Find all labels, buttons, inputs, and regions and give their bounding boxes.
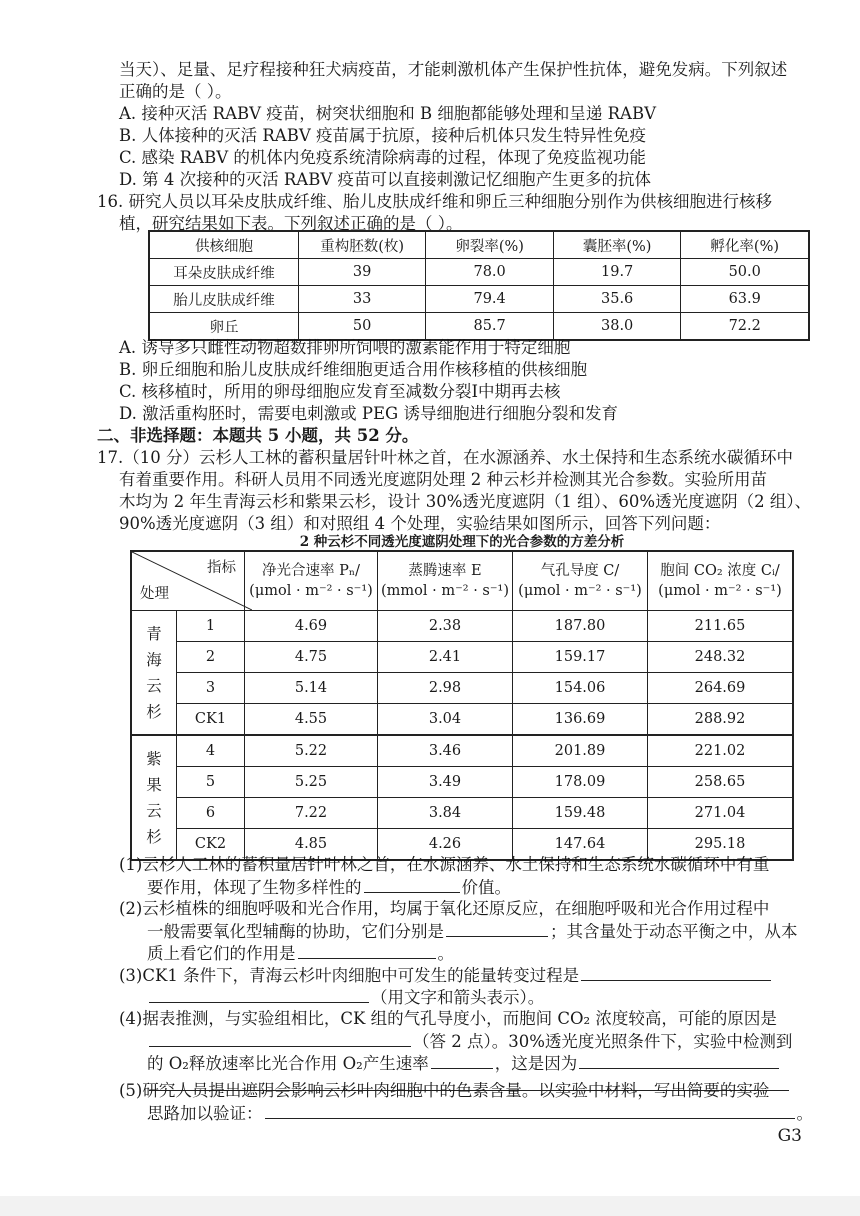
table-cell: 50.0 xyxy=(681,259,809,286)
section-heading: 二、非选择题：本题共 5 小题，共 52 分。 xyxy=(97,426,419,445)
text-fragment: ，这是因为 xyxy=(494,1054,578,1073)
table-cell: 3 xyxy=(177,673,245,704)
column-header-line2: (μmol · m⁻² · s⁻¹) xyxy=(658,583,782,599)
table-cell: 4.55 xyxy=(245,704,378,736)
q17-intro-line1: 17.（10 分）云杉人工林的蓄积量居针叶林之首，在水源涵养、水土保持和生态系统水碳循环中 xyxy=(97,448,793,467)
table-header: 重构胚数(枚) xyxy=(298,231,425,259)
q17-sub4-line1: (4)据表推测，与实验组相比，CK 组的气孔导度小，而胞间 CO₂ 浓度较高，可能的原因是 xyxy=(119,1009,777,1028)
table-cell: 3.84 xyxy=(378,798,513,829)
q17-intro-line3: 木均为 2 年生青海云杉和紫果云杉，设计 30%透光度遮阴（1 组）、60%透光度遮阴（2 组）、 xyxy=(119,492,812,511)
photosynthesis-table xyxy=(130,550,794,861)
q15-option-c: C. 感染 RABV 的机体内免疫系统清除病毒的过程，体现了免疫监视功能 xyxy=(119,148,646,167)
table-cell: 35.6 xyxy=(553,286,681,313)
text-fragment: 一般需要氧化型辅酶的协助，它们分别是 xyxy=(147,922,444,941)
group-label-char: 青 xyxy=(146,624,162,643)
answer-blank[interactable] xyxy=(298,942,436,959)
table-cell: 295.18 xyxy=(648,829,794,861)
answer-blank[interactable] xyxy=(431,1052,493,1069)
q17-sub2-line1: (2)云杉植株的细胞呼吸和光合作用，均属于氧化还原反应，在细胞呼吸和光合作用过程中 xyxy=(119,899,770,918)
column-header-line2: (mmol · m⁻² · s⁻¹) xyxy=(381,583,509,599)
nuclear-transfer-table xyxy=(148,230,810,341)
column-header xyxy=(378,551,513,611)
q17-sub4-line3 xyxy=(147,1052,781,1075)
column-header xyxy=(648,551,794,611)
table-cell: 1 xyxy=(177,611,245,642)
table-cell: 154.06 xyxy=(513,673,648,704)
table-cell: 3.04 xyxy=(378,704,513,736)
table-cell: 85.7 xyxy=(426,313,554,341)
q17-sub5-line1: (5)研究人员提出遮阴会影响云杉叶肉细胞中的色素含量。以实验中材料，写出简要的实验 xyxy=(119,1081,770,1100)
table-cell: 39 xyxy=(298,259,425,286)
q17-sub3-line1 xyxy=(119,964,773,987)
table-row xyxy=(149,286,809,313)
q15-option-b: B. 人体接种的灭活 RABV 疫苗属于抗原，接种后机体只发生特异性免疫 xyxy=(119,126,646,145)
text-fragment: 质上看它们的作用是 xyxy=(147,944,296,963)
table-title: 2 种云杉不同透光度遮阴处理下的光合参数的方差分析 xyxy=(299,534,625,550)
answer-blank[interactable] xyxy=(149,1030,411,1047)
group-label-char: 杉 xyxy=(146,827,162,846)
column-header-line1: 胞间 CO₂ 浓度 Cᵢ/ xyxy=(660,563,780,579)
table-cell: 264.69 xyxy=(648,673,794,704)
group-label xyxy=(131,735,177,860)
column-header-line2: (μmol · m⁻² · s⁻¹) xyxy=(249,583,373,599)
table-cell: 248.32 xyxy=(648,642,794,673)
q17-sub5-line2 xyxy=(147,1102,813,1125)
table-cell: 4.85 xyxy=(245,829,378,861)
corner-label-treatment: 处理 xyxy=(140,586,169,602)
table-cell: 159.17 xyxy=(513,642,648,673)
corner-cell xyxy=(131,551,245,611)
table-cell: 50 xyxy=(298,313,425,341)
table-cell: 159.48 xyxy=(513,798,648,829)
table-cell: 4.26 xyxy=(378,829,513,861)
table-cell: 4.75 xyxy=(245,642,378,673)
table-cell: 5 xyxy=(177,767,245,798)
table-cell: 5.22 xyxy=(245,735,378,767)
table-cell: 63.9 xyxy=(681,286,809,313)
text-fragment: （答 2 点）。30%透光度光照条件下，实验中检测到 xyxy=(413,1032,793,1051)
group-label-char: 杉 xyxy=(146,702,162,721)
table-row xyxy=(149,313,809,341)
table-row xyxy=(131,735,793,767)
table-row xyxy=(131,611,793,642)
group-label-char: 海 xyxy=(146,650,162,669)
table-cell: 178.09 xyxy=(513,767,648,798)
table-cell: 5.14 xyxy=(245,673,378,704)
table-cell: 7.22 xyxy=(245,798,378,829)
table-header: 孵化率(%) xyxy=(681,231,809,259)
corner-label-indicator: 指标 xyxy=(207,560,236,576)
answer-blank[interactable] xyxy=(581,964,771,981)
q17-sub4-line2 xyxy=(147,1030,792,1053)
page-code: G3 xyxy=(777,1126,802,1146)
group-label-char: 紫 xyxy=(146,749,162,768)
table-header: 卵裂率(%) xyxy=(426,231,554,259)
table-cell: 72.2 xyxy=(681,313,809,341)
table-row xyxy=(131,798,793,829)
column-header xyxy=(513,551,648,611)
table-cell: 201.89 xyxy=(513,735,648,767)
q17-sub3-line2 xyxy=(147,986,544,1009)
q15-line1: 当天）、足量、足疗程接种狂犬病疫苗，才能刺激机体产生保护性抗体，避免发病。下列叙述 xyxy=(119,60,788,79)
group-label xyxy=(131,611,177,736)
text-fragment: 。 xyxy=(437,944,454,963)
table-cell: 211.65 xyxy=(648,611,794,642)
q16-option-d: D. 激活重构胚时，需要电刺激或 PEG 诱导细胞进行细胞分裂和发育 xyxy=(119,404,618,423)
table-header-row xyxy=(149,231,809,259)
table-cell: 258.65 xyxy=(648,767,794,798)
q15-line2: 正确的是（ ）。 xyxy=(119,82,232,101)
table-cell: CK1 xyxy=(177,704,245,736)
table-cell: 5.25 xyxy=(245,767,378,798)
table-cell: 2.41 xyxy=(378,642,513,673)
table-cell: 33 xyxy=(298,286,425,313)
table-cell: 136.69 xyxy=(513,704,648,736)
group-label-char: 云 xyxy=(146,801,162,820)
q16-option-b: B. 卵丘细胞和胎儿皮肤成纤维细胞更适合用作核移植的供核细胞 xyxy=(119,360,588,379)
table-cell: 3.46 xyxy=(378,735,513,767)
q15-option-d: D. 第 4 次接种的灭活 RABV 疫苗可以直接刺激记忆细胞产生更多的抗体 xyxy=(119,170,651,189)
text-fragment: 要作用，体现了生物多样性的 xyxy=(147,878,362,897)
table-row xyxy=(131,704,793,736)
q16-option-c: C. 核移植时，所用的卵母细胞应发育至减数分裂Ⅰ中期再去核 xyxy=(119,382,561,401)
q17-sub1-line1: (1)云杉人工林的蓄积量居针叶林之首，在水源涵养、水土保持和生态系统水碳循环中有重 xyxy=(119,855,770,874)
q17-sub1-line2 xyxy=(147,876,511,899)
group-label-char: 云 xyxy=(146,676,162,695)
column-header-line2: (μmol · m⁻² · s⁻¹) xyxy=(518,583,642,599)
table-header-row xyxy=(131,551,793,611)
table-cell: 2 xyxy=(177,642,245,673)
table-cell: 胎儿皮肤成纤维 xyxy=(149,286,298,313)
table-cell: 3.49 xyxy=(378,767,513,798)
table-cell: 2.98 xyxy=(378,673,513,704)
table-cell: 288.92 xyxy=(648,704,794,736)
answer-blank[interactable] xyxy=(265,1102,795,1119)
table-header: 囊胚率(%) xyxy=(553,231,681,259)
table-cell: 147.64 xyxy=(513,829,648,861)
q17-intro-line2: 有着重要作用。科研人员用不同透光度遮阴处理 2 种云杉并检测其光合参数。实验所用苗 xyxy=(119,470,767,489)
text-fragment: （用文字和箭头表示）。 xyxy=(371,988,545,1007)
answer-blank[interactable] xyxy=(446,920,548,937)
text-fragment: ；其含量处于动态平衡之中，从本 xyxy=(550,922,798,941)
table-cell: 4.69 xyxy=(245,611,378,642)
answer-blank[interactable] xyxy=(149,986,369,1003)
text-fragment: 的 O₂释放速率比光合作用 O₂产生速率 xyxy=(147,1054,429,1073)
answer-blank[interactable] xyxy=(579,1052,779,1069)
table-cell: 卵丘 xyxy=(149,313,298,341)
column-header-line1: 净光合速率 Pₙ/ xyxy=(261,563,361,579)
table-row xyxy=(131,642,793,673)
table-cell: 187.80 xyxy=(513,611,648,642)
table-row xyxy=(149,259,809,286)
table-header: 供核细胞 xyxy=(149,231,298,259)
table-cell: 2.38 xyxy=(378,611,513,642)
table-cell: 79.4 xyxy=(426,286,554,313)
table-cell: 6 xyxy=(177,798,245,829)
group-label-char: 果 xyxy=(146,775,162,794)
table-row xyxy=(131,673,793,704)
bottom-margin-band xyxy=(0,1196,860,1216)
table-cell: 4 xyxy=(177,735,245,767)
q16-line2: 植，研究结果如下表。下列叙述正确的是（ ）。 xyxy=(119,214,463,233)
table-cell: 78.0 xyxy=(426,259,554,286)
table-row xyxy=(131,767,793,798)
table-cell: 19.7 xyxy=(553,259,681,286)
answer-blank[interactable] xyxy=(364,876,460,893)
q16-option-a: A. 诱导多只雌性动物超数排卵所饲喂的激素能作用于特定细胞 xyxy=(119,338,571,357)
column-header-line1: 气孔导度 C/ xyxy=(540,563,620,579)
column-header-line1: 蒸腾速率 E xyxy=(408,563,482,579)
q17-sub2-line3 xyxy=(147,942,454,965)
text-fragment: 。 xyxy=(796,1104,813,1123)
table-cell: 221.02 xyxy=(648,735,794,767)
table-cell: CK2 xyxy=(177,829,245,861)
table-cell: 38.0 xyxy=(553,313,681,341)
text-fragment: (3)CK1 条件下，青海云杉叶肉细胞中可发生的能量转变过程是 xyxy=(119,966,580,985)
q16-line1: 16. 研究人员以耳朵皮肤成纤维、胎儿皮肤成纤维和卵丘三种细胞分别作为供核细胞进行核移 xyxy=(97,192,772,211)
table-cell: 耳朵皮肤成纤维 xyxy=(149,259,298,286)
table-cell: 271.04 xyxy=(648,798,794,829)
column-header xyxy=(245,551,378,611)
q17-sub2-line2 xyxy=(147,920,798,943)
text-fragment: 思路加以验证： xyxy=(147,1104,263,1123)
text-fragment: 价值。 xyxy=(461,878,511,897)
q15-option-a: A. 接种灭活 RABV 疫苗，树突状细胞和 B 细胞都能够处理和呈递 RABV xyxy=(119,104,657,123)
q17-intro-line4: 90%透光度遮阴（3 组）和对照组 4 个处理，实验结果如图所示，回答下列问题： xyxy=(119,514,721,533)
